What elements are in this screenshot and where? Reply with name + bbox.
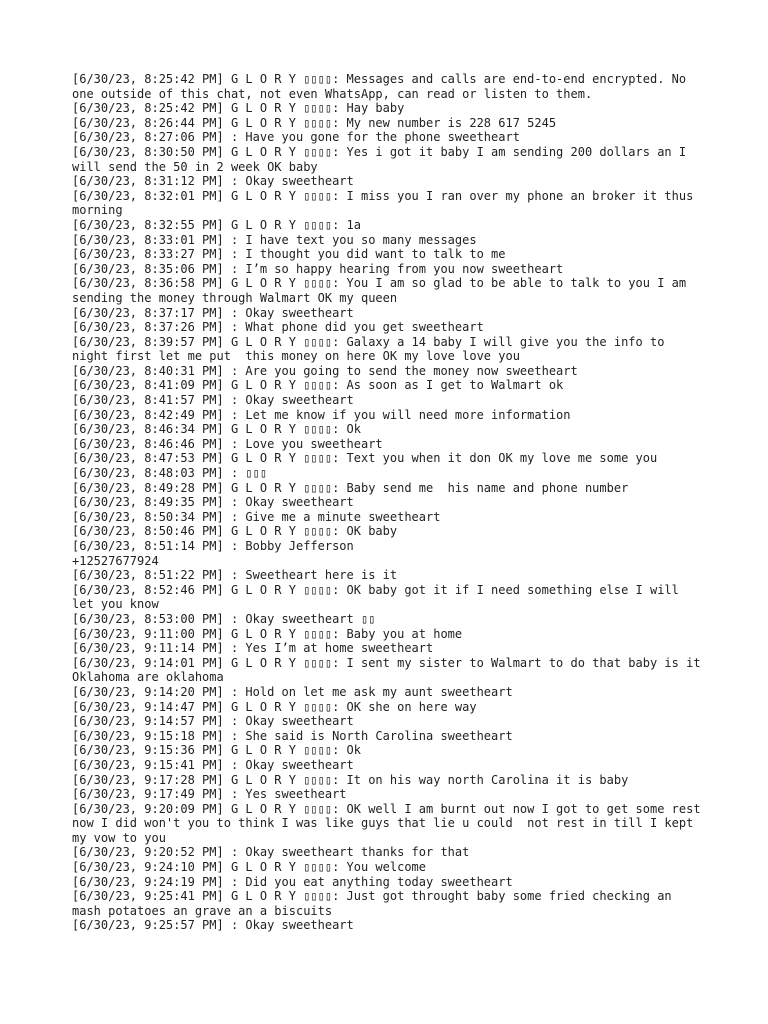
message-line: [6/30/23, 8:25:42 PM] G L O R Y ▯▯▯▯: Hay baby: [72, 101, 405, 116]
message-line: [6/30/23, 9:11:00 PM] G L O R Y ▯▯▯▯: Baby you at home: [72, 626, 463, 641]
message-line: [6/30/23, 8:32:01 PM] G L O R Y ▯▯▯▯: I miss you I ran over my phone an broker it thus morning: [72, 188, 701, 218]
message-line: [6/30/23, 9:11:14 PM] : Yes I’m at home sweetheart: [72, 641, 434, 656]
message-line: [6/30/23, 8:27:06 PM] : Have you gone for the phone sweetheart: [72, 130, 520, 145]
message-line: [6/30/23, 8:46:34 PM] G L O R Y ▯▯▯▯: Ok: [72, 422, 361, 437]
message-line: +12527677924: [72, 553, 159, 568]
message-line: [6/30/23, 8:32:55 PM] G L O R Y ▯▯▯▯: 1a: [72, 217, 361, 232]
message-line: [6/30/23, 9:15:41 PM] : Okay sweetheart: [72, 757, 354, 772]
message-line: [6/30/23, 8:46:46 PM] : Love you sweetheart: [72, 436, 383, 451]
message-line: [6/30/23, 9:20:52 PM] : Okay sweetheart thanks for that: [72, 845, 470, 860]
message-line: [6/30/23, 8:50:46 PM] G L O R Y ▯▯▯▯: OK baby: [72, 524, 398, 539]
message-line: [6/30/23, 9:24:10 PM] G L O R Y ▯▯▯▯: You welcome: [72, 860, 427, 875]
message-line: [6/30/23, 8:36:58 PM] G L O R Y ▯▯▯▯: You I am so glad to be able to talk to you I am sending the money through Walmart OK my queen: [72, 276, 694, 305]
message-line: [6/30/23, 8:25:42 PM] G L O R Y ▯▯▯▯: Messages and calls are end-to-end encrypted. No one outside of this chat, not even WhatsApp, can read or listen to them.: [72, 72, 694, 101]
message-line: [6/30/23, 9:20:09 PM] G L O R Y ▯▯▯▯: OK well I am burnt out now I got to get some rest now I did won't you to think I was like guys that lie u could not rest in till I kept my vow to you: [72, 801, 708, 845]
message-line: [6/30/23, 8:30:50 PM] G L O R Y ▯▯▯▯: Yes i got it baby I am sending 200 dollars an I will send the 50 in 2 week OK baby: [72, 144, 694, 174]
message-line: [6/30/23, 8:40:31 PM] : Are you going to send the money now sweetheart: [72, 363, 578, 378]
message-line: [6/30/23, 8:48:03 PM] : ▯▯▯: [72, 466, 268, 481]
message-line: [6/30/23, 8:52:46 PM] G L O R Y ▯▯▯▯: OK baby got it if I need something else I will let you know: [72, 582, 687, 612]
message-line: [6/30/23, 9:17:28 PM] G L O R Y ▯▯▯▯: It on his way north Carolina it is baby: [72, 772, 629, 787]
message-line: [6/30/23, 9:14:01 PM] G L O R Y ▯▯▯▯: I sent my sister to Walmart to do that baby is it Oklahoma are oklahoma: [72, 655, 708, 685]
message-line: [6/30/23, 8:50:34 PM] : Give me a minute sweetheart: [72, 509, 441, 524]
message-line: [6/30/23, 8:49:28 PM] G L O R Y ▯▯▯▯: Baby send me his name and phone number: [72, 480, 629, 495]
message-line: [6/30/23, 9:25:41 PM] G L O R Y ▯▯▯▯: Just got throught baby some fried checking an mash potatoes an grave an a biscuits: [72, 889, 679, 918]
message-line: [6/30/23, 8:51:14 PM] : Bobby Jefferson: [72, 539, 354, 553]
message-line: [6/30/23, 8:33:27 PM] : I thought you did want to talk to me: [72, 247, 506, 262]
message-line: [6/30/23, 8:53:00 PM] : Okay sweetheart ▯▯: [72, 611, 376, 626]
message-line: [6/30/23, 8:51:22 PM] : Sweetheart here is it: [72, 568, 398, 583]
message-line: [6/30/23, 8:33:01 PM] : I have text you so many messages: [72, 232, 477, 247]
message-line: [6/30/23, 9:14:20 PM] : Hold on let me ask my aunt sweetheart: [72, 684, 513, 699]
message-line: [6/30/23, 8:49:35 PM] : Okay sweetheart: [72, 495, 354, 510]
message-line: [6/30/23, 9:15:36 PM] G L O R Y ▯▯▯▯: Ok: [72, 743, 361, 758]
message-line: [6/30/23, 8:35:06 PM] : I’m so happy hearing from you now sweetheart: [72, 261, 564, 276]
message-line: [6/30/23, 8:42:49 PM] : Let me know if you will need more information: [72, 407, 571, 422]
message-line: [6/30/23, 8:37:17 PM] : Okay sweetheart: [72, 305, 354, 320]
message-line: [6/30/23, 9:15:18 PM] : She said is North Carolina sweetheart: [72, 728, 513, 743]
message-line: [6/30/23, 8:26:44 PM] G L O R Y ▯▯▯▯: My new number is 228 617 5245: [72, 115, 557, 130]
message-line: [6/30/23, 8:47:53 PM] G L O R Y ▯▯▯▯: Text you when it don OK my love me some you: [72, 451, 658, 466]
message-line: [6/30/23, 9:17:49 PM] : Yes sweetheart: [72, 787, 347, 802]
message-line: [6/30/23, 9:24:19 PM] : Did you eat anything today sweetheart: [72, 874, 513, 889]
message-line: [6/30/23, 9:25:57 PM] : Okay sweetheart: [72, 918, 354, 933]
message-line: [6/30/23, 8:41:09 PM] G L O R Y ▯▯▯▯: As soon as I get to Walmart ok: [72, 378, 564, 393]
message-line: [6/30/23, 9:14:47 PM] G L O R Y ▯▯▯▯: OK she on here way: [72, 699, 477, 714]
message-line: [6/30/23, 9:14:57 PM] : Okay sweetheart: [72, 714, 354, 729]
message-line: [6/30/23, 8:31:12 PM] : Okay sweetheart: [72, 174, 354, 189]
message-line: [6/30/23, 8:39:57 PM] G L O R Y ▯▯▯▯: Galaxy a 14 baby I will give you the info to night first let me put this money on here OK my love love you: [72, 334, 672, 364]
message-line: [6/30/23, 8:37:26 PM] : What phone did you get sweetheart: [72, 320, 484, 335]
message-line: [6/30/23, 8:41:57 PM] : Okay sweetheart: [72, 393, 354, 408]
chat-transcript: [72, 72, 708, 933]
